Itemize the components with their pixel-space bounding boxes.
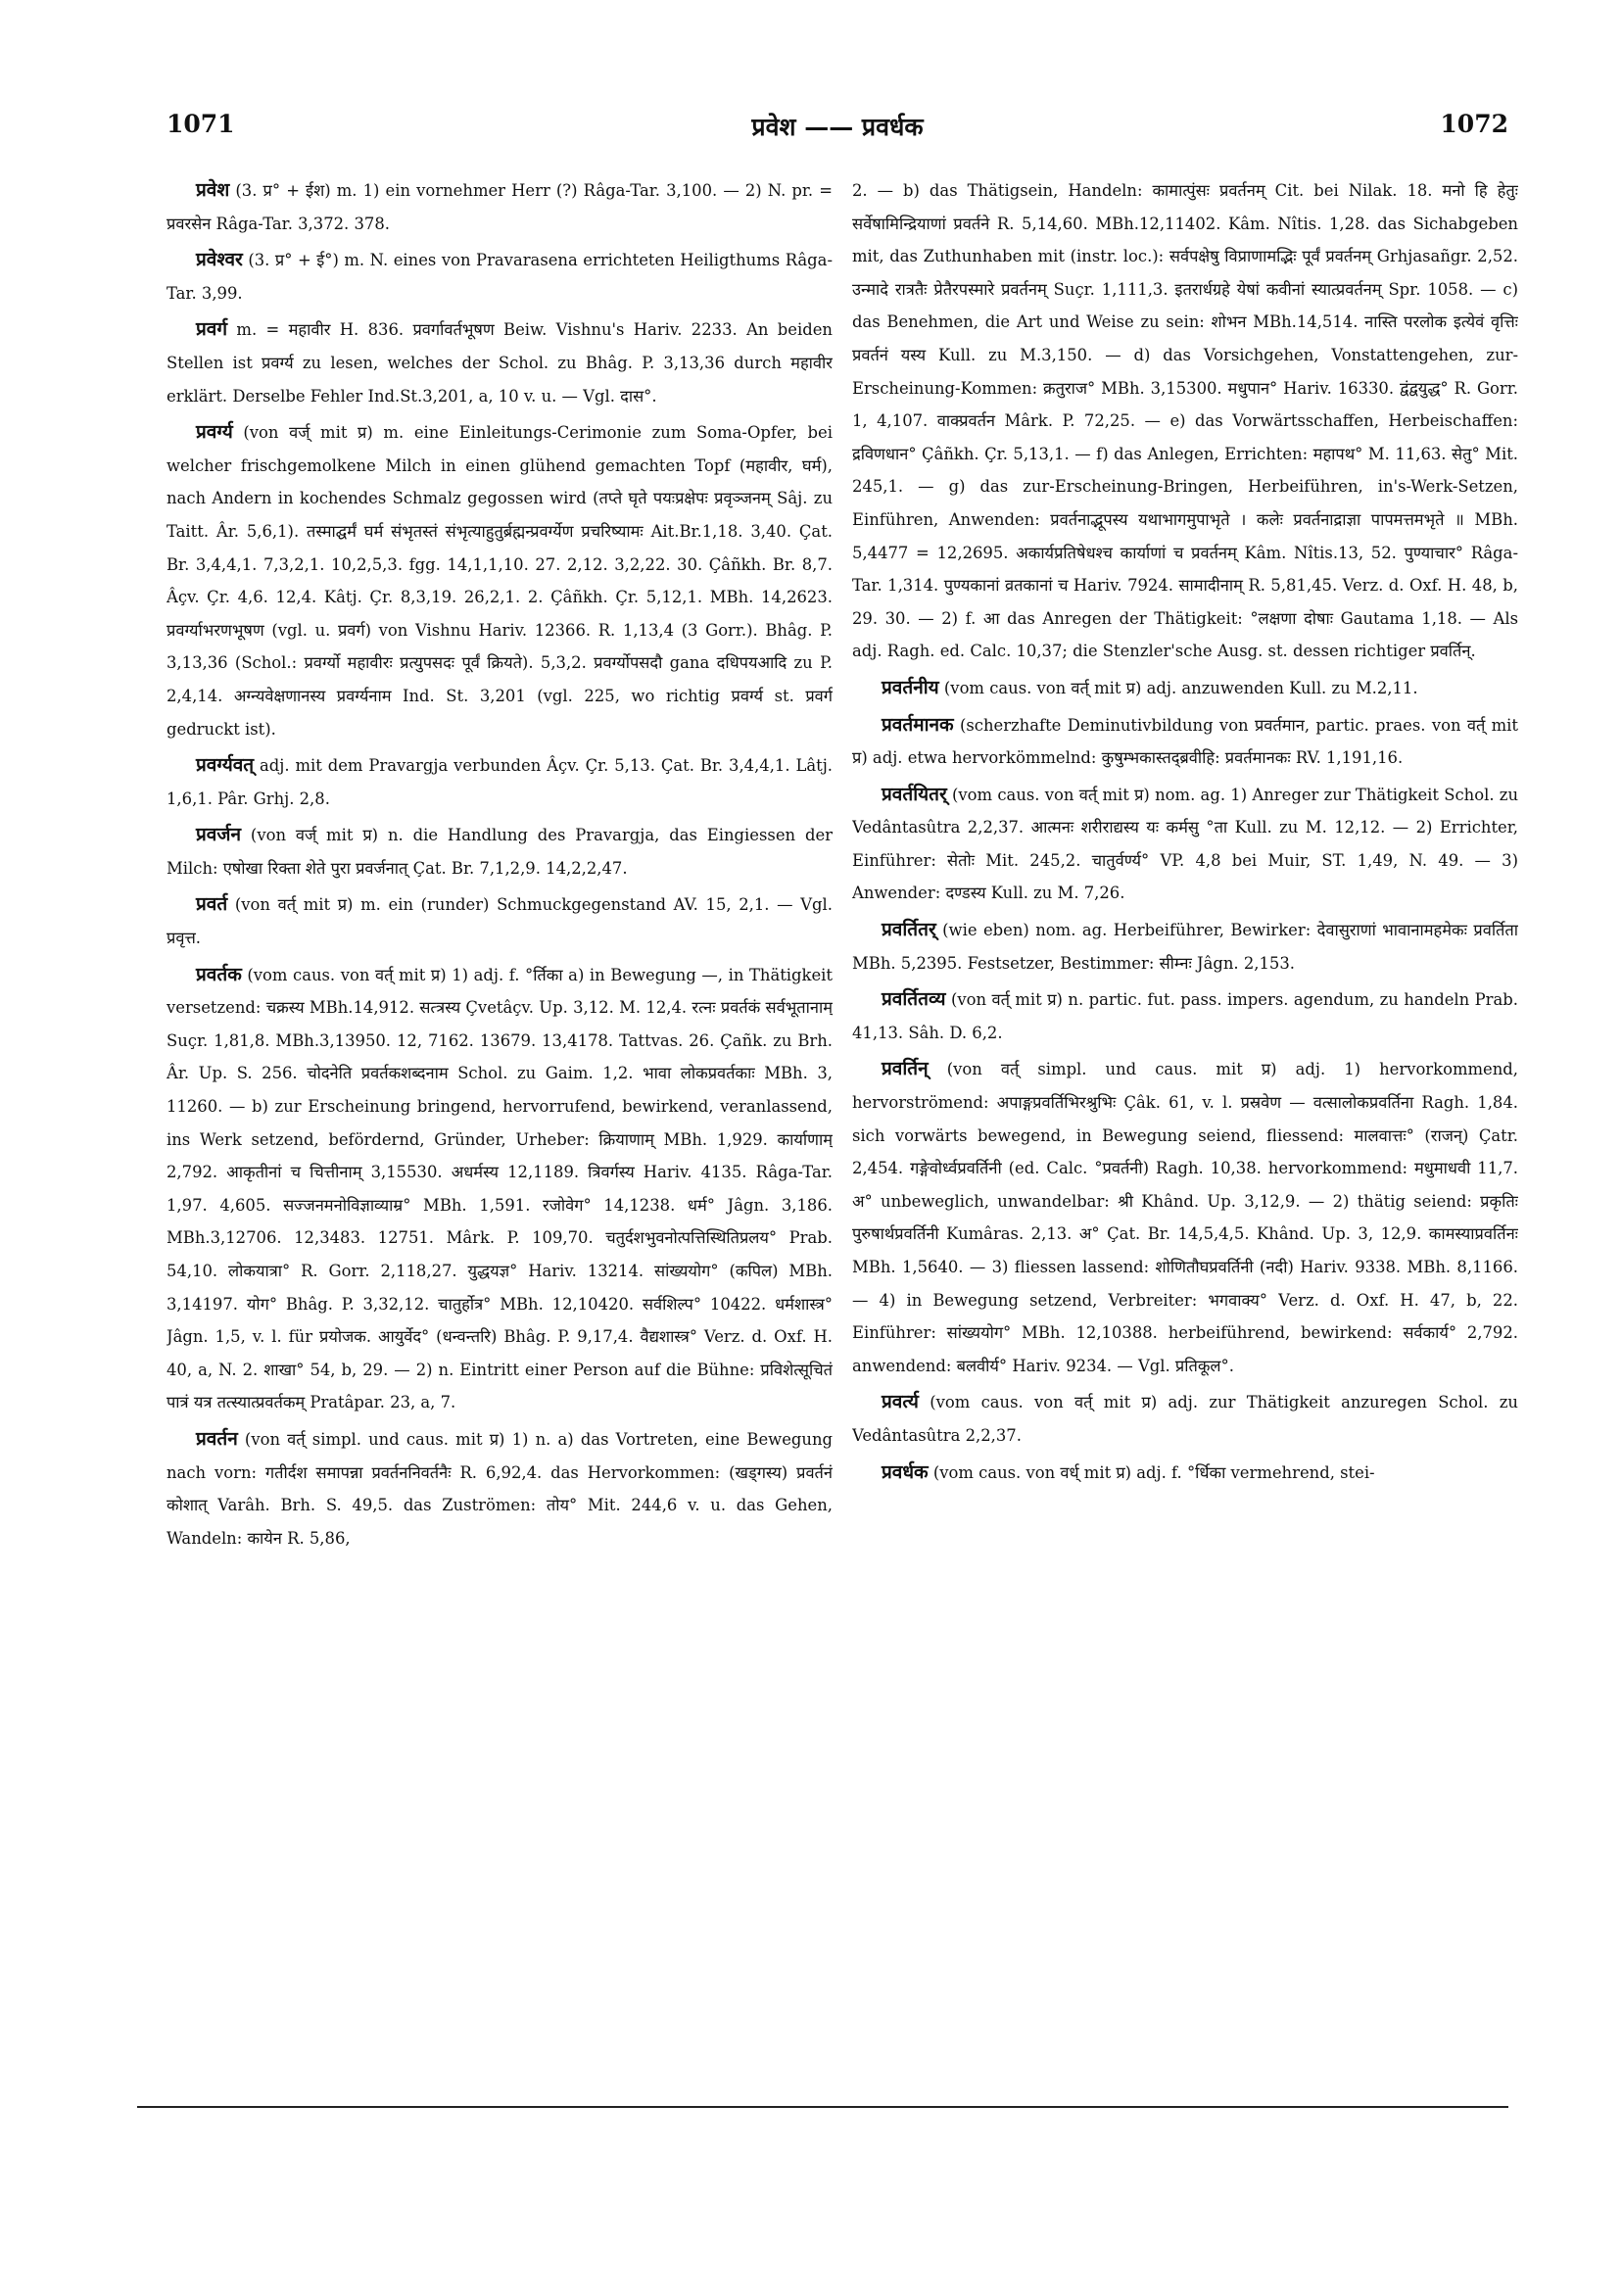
dictionary-entry bbox=[852, 672, 1518, 705]
entry-headword: प्रवर्त bbox=[196, 893, 228, 916]
entry-text: (vom caus. von वर्त् mit प्र) adj. anzuwenden Kull. zu M.2,11. bbox=[938, 678, 1418, 697]
entry-headword: प्रवर्ग्यवत् bbox=[196, 754, 255, 777]
right-column bbox=[852, 174, 1518, 2065]
entry-headword: प्रवर्तितर् bbox=[882, 919, 936, 941]
entry-headword: प्रवर्तमानक bbox=[882, 713, 954, 736]
entry-text: (vom caus. von वर्त् mit प्र) nom. ag. 1) Anreger zur Thätigkeit Schol. zu Vedântasûtra 2,2,37. आत्मनः शरीराद्यस्य यः कर्मसु °ता Kull. zu M. 12,12. — 2) Errichter, Einführer: सेतोः Mit. 245,2. चातुर्वर्ण्य° VP. 4,8 bei Muir, ST. 1,49, N. 49. — 3) Anwender: दण्डस्य Kull. zu M. 7,26. bbox=[852, 785, 1518, 903]
page-header bbox=[167, 110, 1508, 149]
dictionary-entry bbox=[852, 1457, 1518, 1490]
dictionary-entry bbox=[167, 174, 833, 240]
entry-headword: प्रवर्तयितर् bbox=[882, 783, 947, 805]
dictionary-entry bbox=[852, 1053, 1518, 1382]
entry-headword: प्रवर्तक bbox=[196, 963, 242, 985]
dictionary-entry bbox=[167, 313, 833, 412]
dictionary-entry bbox=[852, 174, 1518, 668]
dictionary-entry bbox=[167, 749, 833, 815]
entry-text: 2. — b) das Thätigsein, Handeln: कामात्पुंसः प्रवर्तनम् Cit. bei Nilak. 18. मनो हि हेतुः सर्वेषामिन्द्रियाणां प्रवर्तने R. 5,14,60. MBh.12,11402. Kâm. Nîtis. 1,28. das Sichabgeben mit, das Zuthunhaben mit (instr. loc.): सर्वपक्षेषु विप्राणामद्भिः पूर्वं प्रवर्तनम् Grhjasañgr. 2,52. उन्मादे रात्रतैः प्रेतैरपस्मारे प्रवर्तनम् Suçr. 1,111,3. इतरार्धग्रहे येषां कवीनां स्यात्प्रवर्तनम् Spr. 1058. — c) das Benehmen, die Art und Weise zu sein: शोभन MBh.14,514. नास्ति परलोक इत्येवं वृत्तिः प्रवर्तनं यस्य Kull. zu M.3,150. — d) das Vorsichgehen, Vonstattengehen, zur-Erscheinung-Kommen: क्रतुराज° MBh. 3,15300. मधुपान° Hariv. 16330. द्वंद्वयुद्ध° R. Gorr. 1, 4,107. वाक्प्रवर्तन Mârk. P. 72,25. — e) das Vorwärtsschaffen, Herbeischaffen: द्रविणधान° Çâñkh. Çr. 5,13,1. — f) das Anlegen, Errichten: महापथ° M. 11,63. सेतु° Mit. 245,1. — g) das zur-Erscheinung-Bringen, Herbeiführen, in's-Werk-Setzen, Einführen, Anwenden: प्रवर्तनाद्भूपस्य यथाभागमुपाभृते । कलेः प्रवर्तनाद्राज्ञा पापमत्तमभृते ॥ MBh. 5,4477 = 12,2695. अकार्यप्रतिषेधश्च कार्याणां च प्रवर्तनम् Kâm. Nîtis.13, 52. पुण्याचार° Râga-Tar. 1,314. पुण्यकानां व्रतकानां च Hariv. 7924. सामादीनाम् R. 5,81,45. Verz. d. Oxf. H. 48, b, 29. 30. — 2) f. आ das Anregen der Thätigkeit: °लक्षणा दोषाः Gautama 1,18. — Als adj. Ragh. ed. Calc. 10,37; die Stenzler'sche Ausg. st. dessen richtiger प्रवर्तिन्. bbox=[852, 181, 1518, 661]
dictionary-entry bbox=[167, 888, 833, 954]
entry-text: (von वर्त् mit प्र) m. ein (runder) Schmuckgegenstand AV. 15, 2,1. — Vgl. प्रवृत्त. bbox=[167, 895, 833, 948]
entry-headword: प्रवर्तन bbox=[196, 1427, 238, 1450]
entry-headword: प्रवर्ग्य bbox=[196, 421, 233, 444]
entry-headword: प्रवेश्वर bbox=[196, 249, 243, 271]
page-number-right: 1072 bbox=[1440, 110, 1508, 138]
entry-text: (von वर्ज् mit प्र) m. eine Einleitungs-Cerimonie zum Soma-Opfer, bei welcher frischgemolkene Milch in einen glühend gemachten Topf (महावीर, घर्म), nach Andern in kochendes Schmalz gegossen wird (तप्ते घृते पयःप्रक्षेपः प्रवृञ्जनम् Sâj. zu Taitt. Âr. 5,6,1). तस्माद्घर्मं घर्म संभृतस्तं संभृत्याहुतुर्ब्रह्मन्प्रवर्ग्येण प्रचरिष्यामः Ait.Br.1,18. 3,40. Çat. Br. 3,4,4,1. 7,3,2,1. 10,2,5,3. fgg. 14,1,1,10. 27. 2,12. 3,2,22. 30. Çâñkh. Br. 8,7. Âçv. Çr. 4,6. 12,4. Kâtj. Çr. 8,3,19. 26,2,1. 2. Çâñkh. Çr. 5,12,1. MBh. 14,2623. प्रवर्ग्याभरणभूषण (vgl. u. प्रवर्ग) von Vishnu Hariv. 12366. R. 1,13,4 (3 Gorr.). Bhâg. P. 3,13,36 (Schol.: प्रवर्ग्यो महावीरः प्रत्युपसदः पूर्वं क्रियते). 5,3,2. प्रवर्ग्योपसदौ gana दधिपयआदि zu P. 2,4,14. अग्न्यवेक्षणानस्य प्रवर्ग्यनाम Ind. St. 3,201 (vgl. 225, wo richtig प्रवर्ग्य st. प्रवर्ग gedruckt ist). bbox=[167, 423, 833, 739]
entry-text: (von वर्त् mit प्र) n. partic. fut. pass. impers. agendum, zu handeln Prab. 41,13. Sâh. D. 6,2. bbox=[852, 990, 1518, 1042]
entry-headword: प्रवर्तिन् bbox=[882, 1058, 929, 1080]
entry-text: (von वर्ज् mit प्र) n. die Handlung des Pravargja, das Eingiessen der Milch: एषोखा रिक्ता शेते पुरा प्रवर्जनात् Çat. Br. 7,1,2,9. 14,2,2,47. bbox=[167, 826, 833, 878]
entry-text: m. = महावीर H. 836. प्रवर्गावर्तभूषण Beiw. Vishnu's Hariv. 2233. An beiden Stellen ist प्रवर्ग्य zu lesen, welches der Schol. zu Bhâg. P. 3,13,36 durch महावीर erklärt. Derselbe Fehler Ind.St.3,201, a, 10 v. u. — Vgl. दास°. bbox=[167, 320, 833, 406]
entry-headword: प्रवर्जन bbox=[196, 824, 242, 846]
entry-headword: प्रवर्तितव्य bbox=[882, 988, 946, 1011]
dictionary-entry bbox=[852, 983, 1518, 1049]
entry-text: (3. प्र° + ईश) m. 1) ein vornehmer Herr (?) Râga-Tar. 3,100. — 2) N. pr. = प्रवरसेन Râga-Tar. 3,372. 378. bbox=[167, 181, 833, 233]
dictionary-entry bbox=[852, 914, 1518, 980]
entry-text: (von वर्त् simpl. und caus. mit प्र) adj. 1) hervorkommend, hervorströmend: अपाङ्गप्रवर्तिभिरश्रुभिः Çâk. 61, v. l. प्रस्रवेण — वत्सालोकप्रवर्तिना Ragh. 1,84. sich vorwärts bewegend, in Bewegung seiend, fliessend: मालवात्तः° (राजन्) Çatr. 2,454. गङ्गेवोर्ध्वप्रवर्तिनी (ed. Calc. °प्रवर्तनी) Ragh. 10,38. hervorkommend: मधुमाधवी 11,7. अ° unbeweglich, unwandelbar: श्री Khând. Up. 3,12,9. — 2) thätig seiend: प्रकृतिः पुरुषार्थप्रवर्तिनी Kumâras. 2,13. अ° Çat. Br. 14,5,4,5. Khând. Up. 3, 12,9. कामस्याप्रवर्तिनः MBh. 1,5640. — 3) fliessen lassend: शोणितौघप्रवर्तिनी (नदी) Hariv. 9338. MBh. 8,1166. — 4) in Bewegung setzend, Verbreiter: भगवाक्य° Verz. d. Oxf. H. 47, b, 22. Einführer: सांख्ययोग° MBh. 12,10388. herbeiführend, bewirkend: सर्वकार्य° 2,792. anwendend: बलवीर्य° Hariv. 9234. — Vgl. प्रतिकूल°. bbox=[852, 1060, 1518, 1375]
entry-headword: प्रवर्त्य bbox=[882, 1391, 919, 1413]
entry-text: (wie eben) nom. ag. Herbeiführer, Bewirker: देवासुराणां भावानामहमेकः प्रवर्तिता MBh. 5,2395. Festsetzer, Bestimmer: सीम्नः Jâgn. 2,153. bbox=[852, 921, 1518, 973]
left-column bbox=[167, 174, 833, 2065]
dictionary-entry bbox=[852, 709, 1518, 775]
entry-text: (von वर्त् simpl. und caus. mit प्र) 1) n. a) das Vortreten, eine Bewegung nach vorn: गतीर्दश समापन्ना प्रवर्तननिवर्तनैः R. 6,92,4. das Hervorkommen: (खड्गस्य) प्रवर्तनं कोशात् Varâh. Brh. S. 49,5. das Zuströmen: तोय° Mit. 244,6 v. u. das Gehen, Wandeln: कायेन R. 5,86, bbox=[167, 1429, 833, 1548]
entry-text: (vom caus. von वर्ध् mit प्र) adj. f. °र्धिका vermehrend, stei- bbox=[928, 1462, 1375, 1482]
dictionary-entry bbox=[167, 819, 833, 885]
entry-headword: प्रवेश bbox=[196, 179, 230, 201]
dictionary-entry bbox=[852, 779, 1518, 910]
entry-text: adj. mit dem Pravargja verbunden Âçv. Çr. 5,13. Çat. Br. 3,4,4,1. Lâtj. 1,6,1. Pâr. Grhj. 2,8. bbox=[167, 756, 833, 808]
dictionary-entry bbox=[167, 1423, 833, 1555]
footer-rule bbox=[137, 2106, 1508, 2108]
entry-text: (3. प्र° + ई°) m. N. eines von Pravarasena errichteten Heiligthums Râga-Tar. 3,99. bbox=[167, 251, 833, 303]
dictionary-entry bbox=[167, 959, 833, 1419]
entry-headword: प्रवर्तनीय bbox=[882, 676, 939, 698]
dictionary-entry bbox=[852, 1386, 1518, 1452]
entry-text: (scherzhafte Deminutivbildung von प्रवर्तमान, partic. praes. von वर्त् mit प्र) adj. etwa hervorkömmelnd: कुषुम्भकास्तद्ब्रवीहि: प्रवर्तमानकः RV. 1,191,16. bbox=[852, 715, 1518, 768]
page-number-left: 1071 bbox=[167, 110, 235, 138]
entry-headword: प्रवर्ग bbox=[196, 318, 228, 341]
entry-text: (vom caus. von वर्त् mit प्र) adj. zur Thätigkeit anzuregen Schol. zu Vedântasûtra 2,2,37. bbox=[852, 1393, 1518, 1445]
dictionary-entry bbox=[167, 244, 833, 310]
running-head: प्रवेश —— प्रवर्धक bbox=[751, 113, 924, 141]
dictionary-entry bbox=[167, 416, 833, 745]
entry-headword: प्रवर्धक bbox=[882, 1460, 929, 1483]
entry-text: (vom caus. von वर्त् mit प्र) 1) adj. f. °र्तिका a) in Bewegung —, in Thätigkeit versetzend: चक्रस्य MBh.14,912. सत्त्रस्य Çvetâçv. Up. 3,12. M. 12,4. रत्नः प्रवर्तकं सर्वभूतानाम् Suçr. 1,81,8. MBh.3,13950. 12, 7162. 13679. 13,4178. Tattvas. 26. Çañk. zu Brh. Âr. Up. S. 256. चोदनेति प्रवर्तकशब्दनाम Schol. zu Gaim. 1,2. भावा लोकप्रवर्तकाः MBh. 3, 11260. — b) zur Erscheinung bringend, hervorrufend, bewirkend, veranlassend, ins Werk setzend, befördernd, Gründer, Urheber: क्रियाणाम् MBh. 1,929. कार्याणाम् 2,792. आकृतीनां च चित्तीनाम् 3,15530. अधर्मस्य 12,1189. त्रिवर्गस्य Hariv. 4135. Râga-Tar. 1,97. 4,605. सज्जनमनोविज्ञाव्याम्र° MBh. 1,591. रजोवेग° 14,1238. धर्म° Jâgn. 3,186. MBh.3,12706. 12,3483. 12751. Mârk. P. 109,70. चतुर्दशभुवनोत्पत्तिस्थितिप्रलय° Prab. 54,10. लोकयात्रा° R. Gorr. 2,118,27. युद्धयज्ञ° Hariv. 13214. सांख्ययोग° (कपिल) MBh. 3,14197. योग° Bhâg. P. 3,32,12. चातुर्होत्र° MBh. 12,10420. सर्वशिल्प° 10422. धर्मशास्त्र° Jâgn. 1,5, v. l. für प्रयोजक. आयुर्वेद° (धन्वन्तरि) Bhâg. P. 9,17,4. वैद्यशास्त्र° Verz. d. Oxf. H. 40, a, N. 2. शाखा° 54, b, 29. — 2) n. Eintritt einer Person auf die Bühne: प्रविशेत्सूचितं पात्रं यत्र तत्स्यात्प्रवर्तकम् Pratâpar. 23, a, 7. bbox=[167, 965, 833, 1412]
